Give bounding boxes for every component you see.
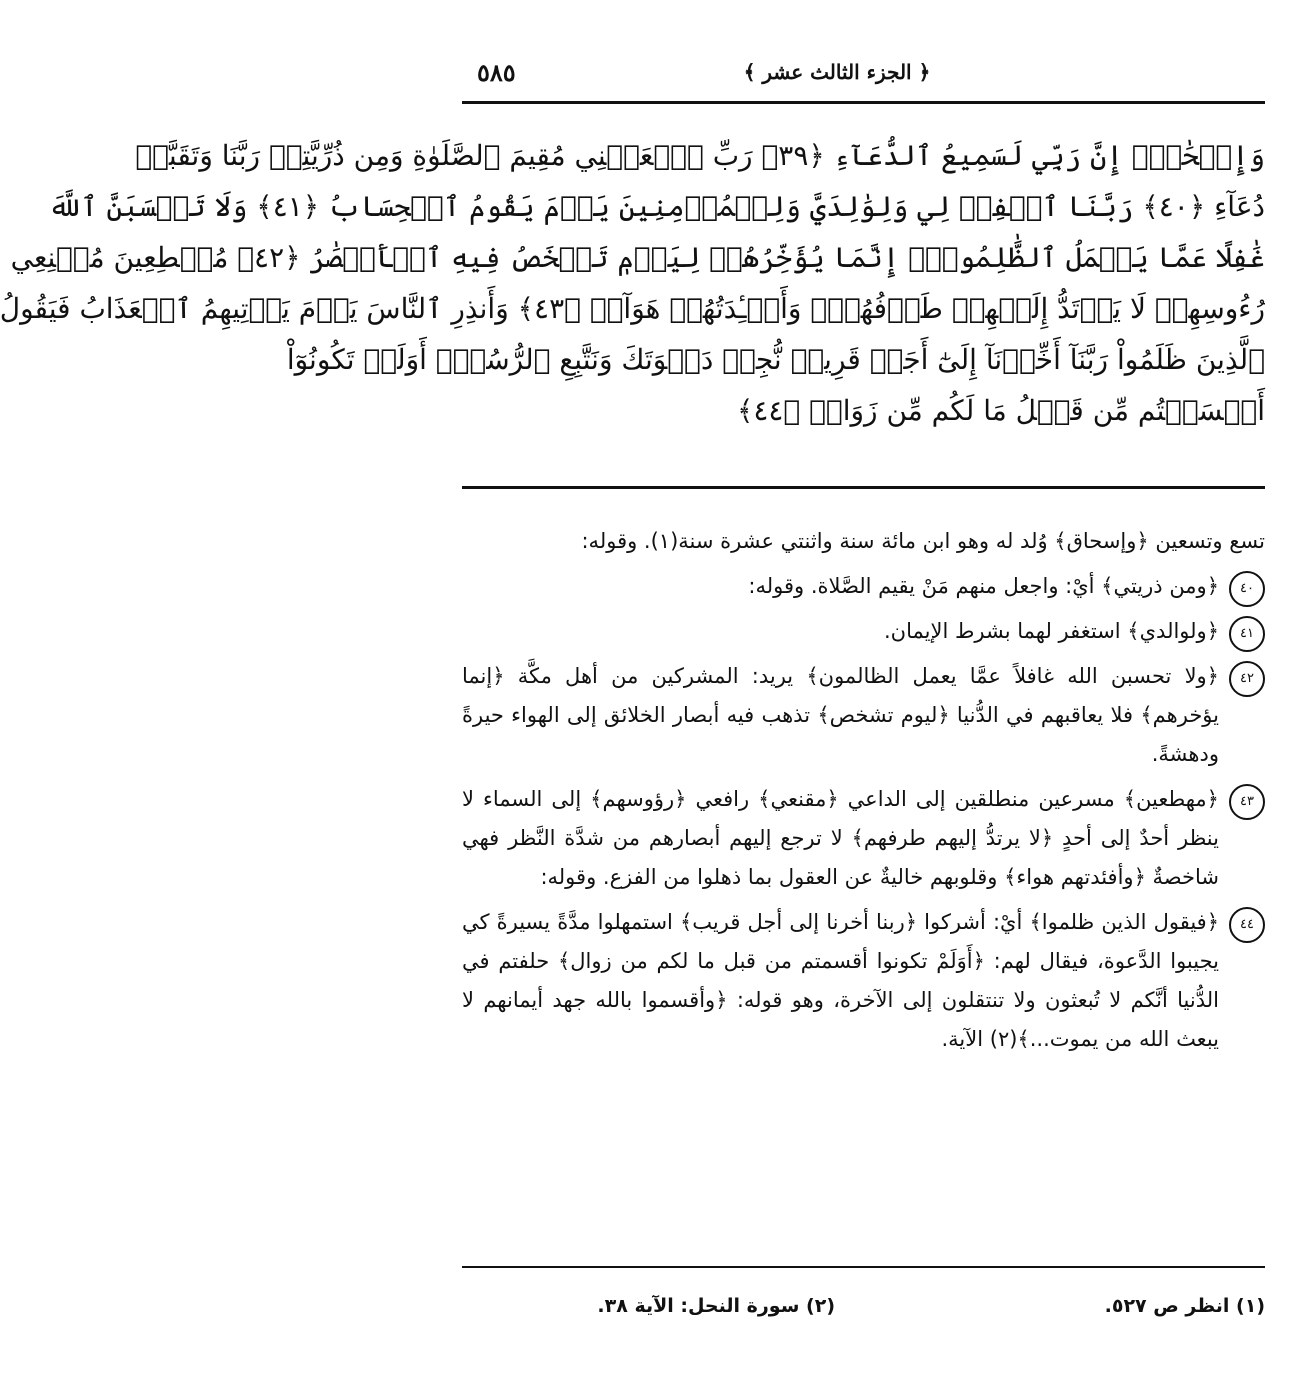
commentary-paragraph: [462, 780, 1265, 897]
section-divider: [462, 486, 1265, 489]
verse-number-marker: ٤٢: [1229, 661, 1265, 697]
verse-number-marker: ٤٤: [1229, 907, 1265, 943]
paragraph-text: ﴿ولا تحسبن الله غافلاً عمَّا يعمل الظالمون﴾ يريد: المشركين من أهل مكَّة ﴿إنما يؤخرهم﴾ فلا يعاقبهم في الدُّنيا ﴿ليوم تشخص﴾ تذهب فيه أبصار الخلائق إلى الهواء حيرةً ودهشةً.: [462, 664, 1219, 766]
quran-line: رُءُوسِهِمۡ لَا يَرۡتَدُّ إِلَيۡهِمۡ طَرۡفُهُمۡۖ وَأَفۡـِٔدَتُهُمۡ هَوَآءٞ ﴿٤٣﴾ وَأَنذِرِ ٱلنَّاسَ يَوۡمَ يَأۡتِيهِمُ ٱلۡعَذَابُ فَيَقُولُ: [0, 292, 1265, 325]
commentary-paragraph: [462, 612, 1265, 651]
paragraph-text: ﴿ومن ذريتي﴾ أيْ: واجعل منهم مَنْ يقيم الصَّلاة. وقوله:: [748, 574, 1219, 598]
page-number: ٥٨٥: [477, 58, 516, 87]
commentary-block: [462, 522, 1265, 1065]
footnote-rule: [462, 1266, 1265, 1268]
footnote-2: (٢) سورة النحل: الآية ٣٨.: [597, 1295, 835, 1317]
paragraph-text: ﴿فيقول الذين ظلموا﴾ أيْ: أشركوا ﴿ربنا أخرنا إلى أجل قريب﴾ استمهلوا مدَّةً يسيرةً كي يجيبوا الدَّعوة، فيقال لهم: ﴿أَوَلَمْ تكونوا أقسمتم من قبل ما لكم من زوال﴾ حلفتم في الدُّنيا أنَّكم لا تُبعثون ولا تنتقلون إلى الآخرة، وهو قوله: ﴿وأقسموا بالله جهد أيمانهم لا يبعث الله من يموت...﴾(٢) الآية.: [462, 910, 1219, 1051]
quran-line: غَٰفِلًا عَمَّا يَعۡمَلُ ٱلظَّٰلِمُونَۚ إِنَّمَا يُؤَخِّرُهُمۡ لِيَوۡمٖ تَشۡخَصُ فِيهِ ٱلۡأَبۡصَٰرُ ﴿٤٢﴾ مُهۡطِعِينَ مُقۡنِعِي: [10, 241, 1265, 274]
commentary-paragraph: [462, 903, 1265, 1059]
running-header: ﴿ الجزء الثالث عشر ﴾: [743, 60, 931, 84]
commentary-paragraph: [462, 567, 1265, 606]
verse-number-marker: ٤١: [1229, 616, 1265, 652]
quran-line: ٱلَّذِينَ ظَلَمُواْ رَبَّنَآ أَخِّرۡنَآ إِلَىٰٓ أَجَلٖ قَرِيبٖ نُّجِبۡ دَعۡوَتَكَ وَنَتَّبِعِ ٱلرُّسُلَۗ أَوَلَمۡ تَكُونُوٓاْ: [286, 343, 1265, 376]
quran-line: وَإِسۡحَٰقَۚ إِنَّ رَبِّي لَسَمِيعُ ٱلدُّعَآءِ ﴿٣٩﴾ رَبِّ ٱجۡعَلۡنِي مُقِيمَ ٱلصَّلَوٰةِ وَمِن ذُرِّيَّتِيۚ رَبَّنَا وَتَقَبَّلۡ: [135, 139, 1265, 172]
footnote-1: (١) انظر ص ٥٢٧.: [1104, 1295, 1265, 1317]
paragraph-text: تسع وتسعين ﴿وإسحاق﴾ وُلد له وهو ابن مائة سنة واثنتي عشرة سنة(١). وقوله:: [581, 529, 1265, 553]
commentary-paragraph: [462, 657, 1265, 774]
paragraph-text: ﴿ولوالدي﴾ استغفر لهما بشرط الإيمان.: [884, 619, 1219, 643]
verse-number-marker: ٤٣: [1229, 784, 1265, 820]
commentary-paragraph: [462, 522, 1265, 561]
verse-number-marker: ٤٠: [1229, 571, 1265, 607]
quran-line: دُعَآءِ ﴿٤٠﴾ رَبَّنَا ٱغۡفِرۡ لِي وَلِوَٰلِدَيَّ وَلِلۡمُؤۡمِنِينَ يَوۡمَ يَقُومُ ٱلۡحِسَابُ ﴿٤١﴾ وَلَا تَحۡسَبَنَّ ٱللَّهَ: [48, 190, 1265, 223]
header-rule: [462, 101, 1265, 104]
paragraph-text: ﴿مهطعين﴾ مسرعين منطلقين إلى الداعي ﴿مقنعي﴾ رافعي ﴿رؤوسهم﴾ إلى السماء لا ينظر أحدٌ إلى أحدٍ ﴿لا يرتدُّ إليهم طرفهم﴾ لا ترجع إليهم أبصارهم من شدَّة النَّظر فهي شاخصةٌ ﴿وأفئدتهم هواء﴾ وقلوبهم خاليةٌ عن العقول بما ذهلوا من الفزع. وقوله:: [462, 787, 1219, 889]
quran-text-block: [0, 130, 1265, 436]
quran-line: أَقۡسَمۡتُم مِّن قَبۡلُ مَا لَكُم مِّن زَوَالٖ ﴿٤٤﴾: [736, 394, 1265, 427]
